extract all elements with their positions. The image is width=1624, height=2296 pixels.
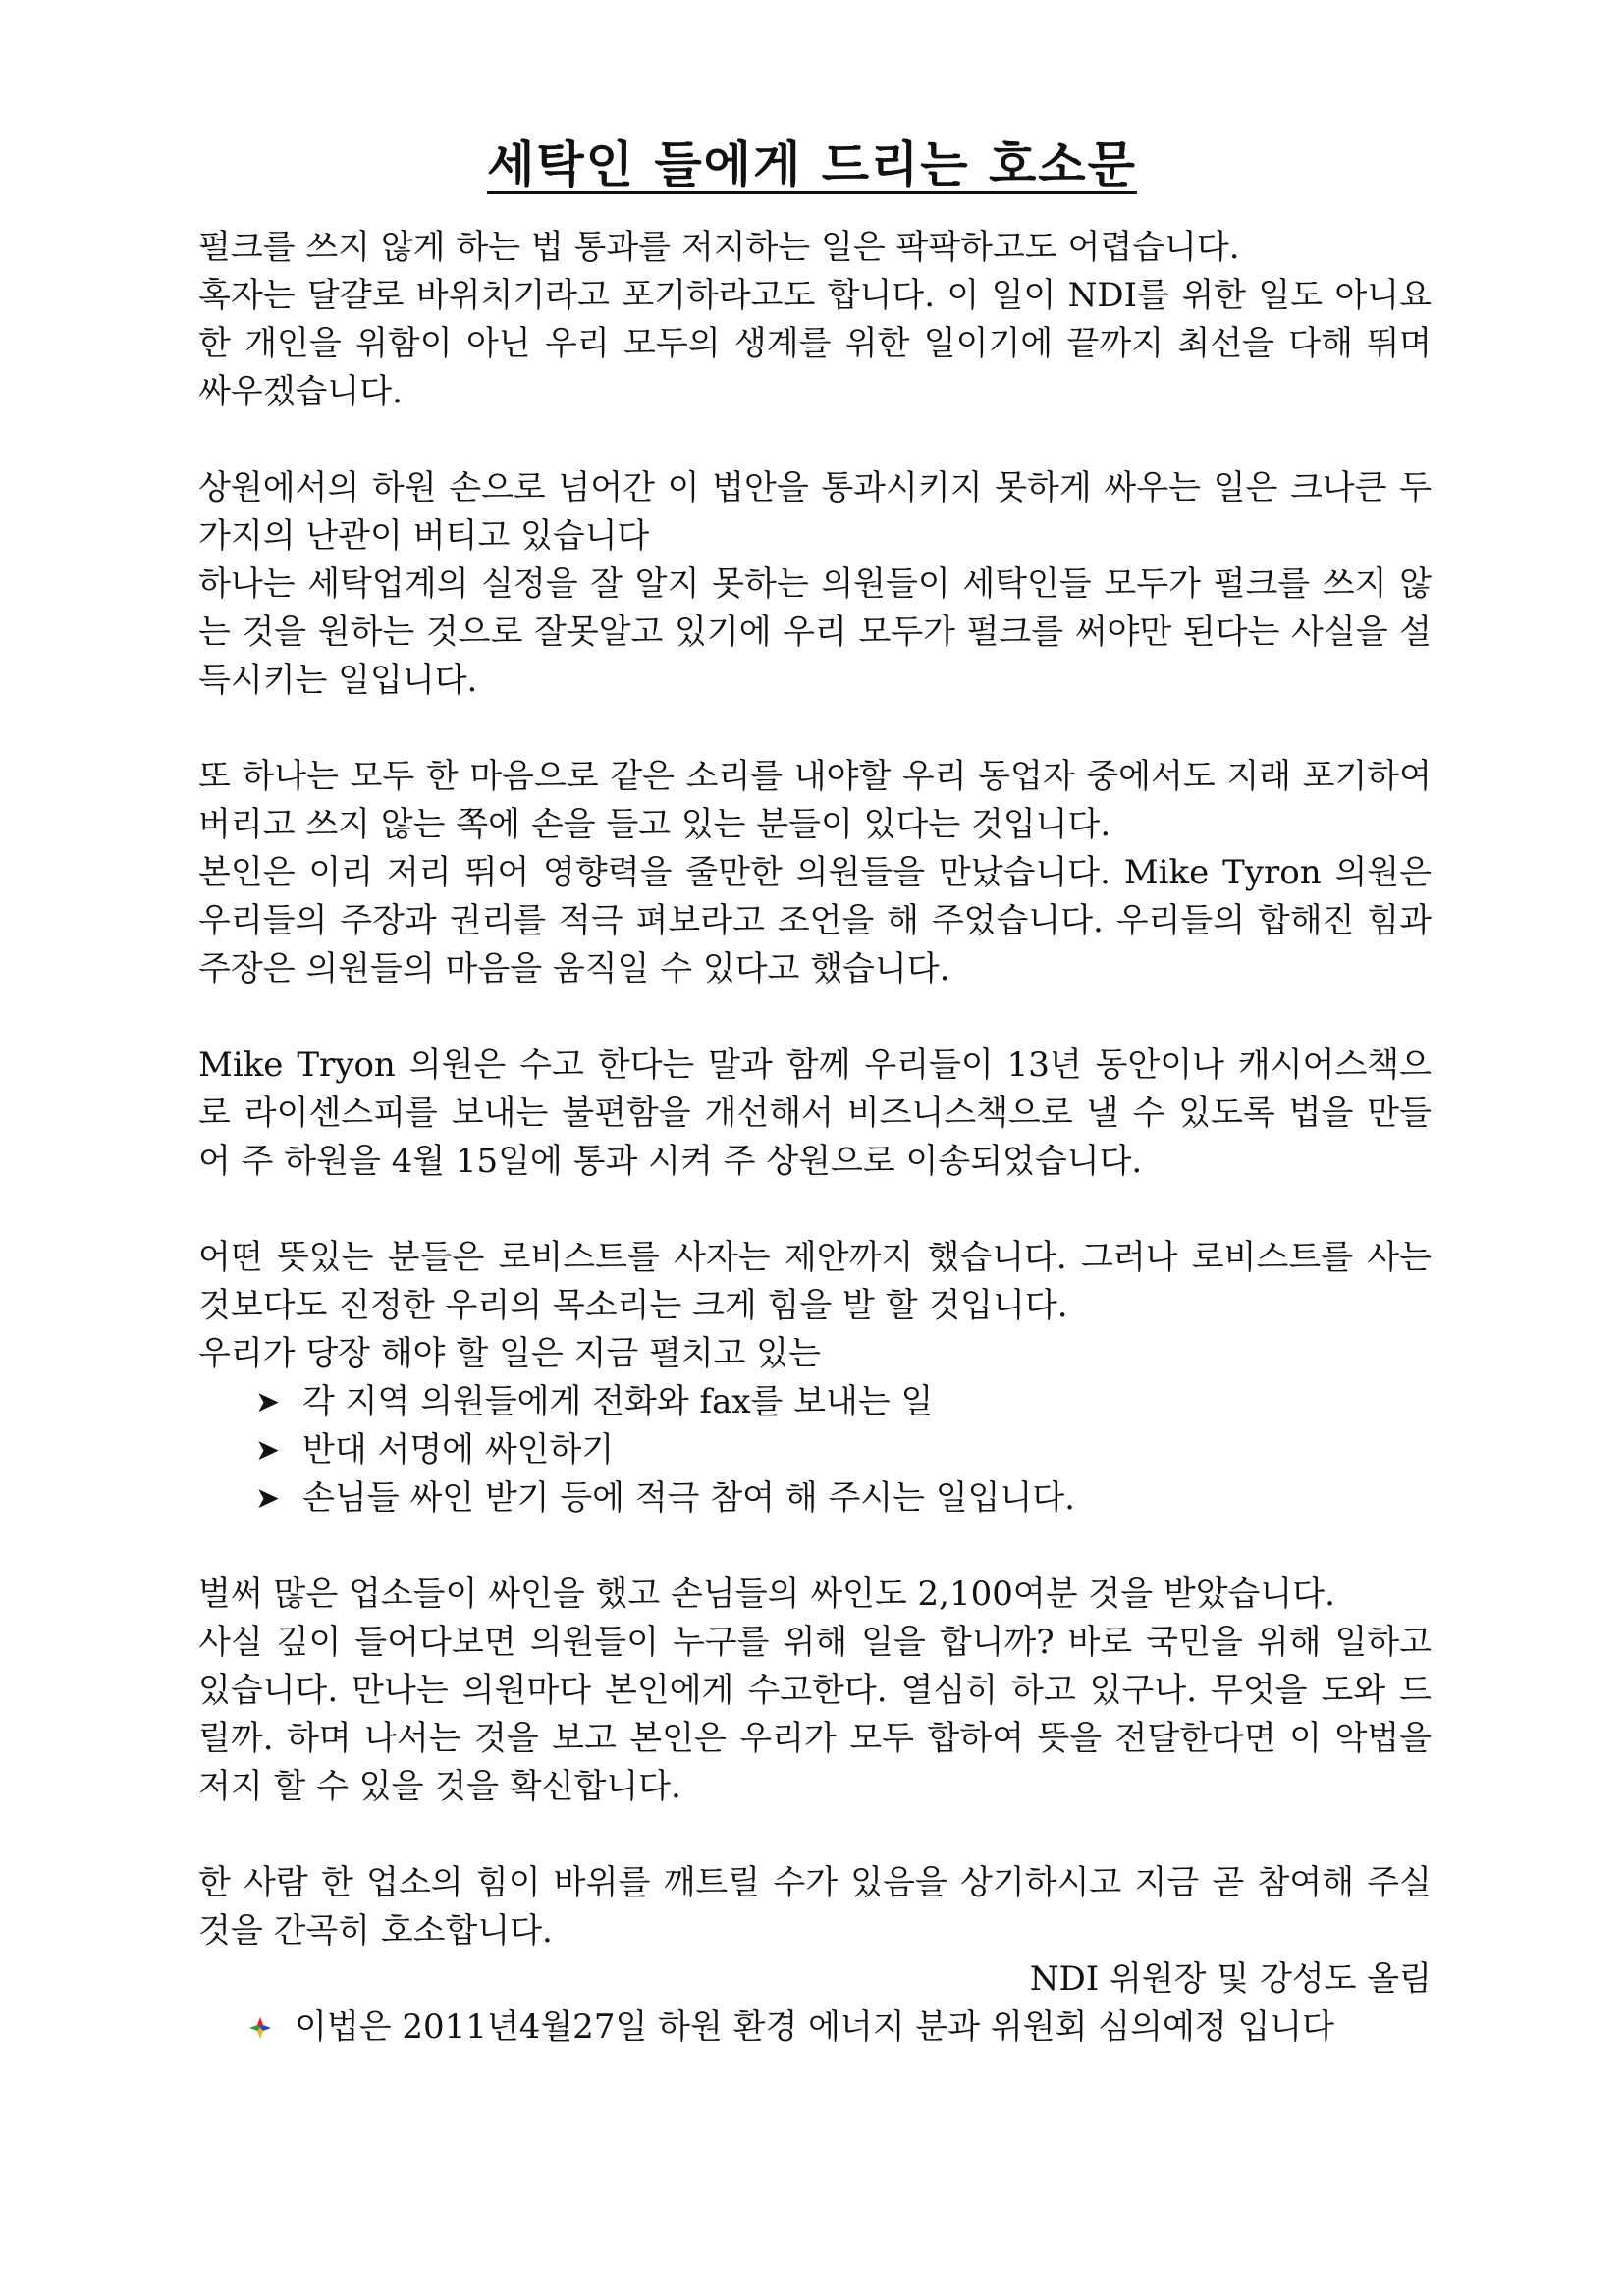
paragraph-line: 혹자는 달걀로 바위치기라고 포기하라고도 합니다. 이 일이 NDI를 위한 일도 아니요 한 개인을 위함이 아닌 우리 모두의 생계를 위한 일이기에 끝까지 최선을 다해 뛰며 싸우겠습니다.: [198, 276, 1432, 411]
paragraph-line: 또 하나는 모두 한 마음으로 같은 소리를 내야할 우리 동업자 중에서도 지래 포기하여 버리고 쓰지 않는 쪽에 손을 들고 있는 분들이 있다는 것입니다.: [198, 757, 1432, 844]
paragraph-line: 어떤 뜻있는 분들은 로비스트를 사자는 제안까지 했습니다. 그러나 로비스트를 사는 것보다도 진정한 우리의 목소리는 크게 힘을 발 할 것입니다.: [198, 1238, 1432, 1325]
footnote: [198, 2003, 1432, 2052]
paragraph-line: Mike Tryon 의원은 수고 한다는 말과 함께 우리들이 13년 동안이나 캐시어스책으로 라이센스피를 보내는 불편함을 개선해서 비즈니스책으로 낼 수 있도록 법을 만들어 주 하원을 4월 15일에 통과 시켜 주 상원으로 이송되었습니다.: [198, 1045, 1432, 1181]
paragraph-1: [198, 224, 1432, 416]
arrow-bullet-icon: ➤: [255, 1385, 281, 1419]
list-item-text: 손님들 싸인 받기 등에 적극 참여 해 주시는 일입니다.: [302, 1478, 1075, 1518]
paragraph-6: [198, 1571, 1432, 1811]
list-item: [255, 1426, 1432, 1474]
paragraph-line: 사실 깊이 들어다보면 의원들이 누구를 위해 일을 합니까? 바로 국민을 위해 일하고 있습니다. 만나는 의원마다 본인에게 수고한다. 열심히 하고 있구나. 무엇을 도와 드릴까. 하며 나서는 것을 보고 본인은 우리가 모두 합하여 뜻을 전달한다면 이 악법을 저지 할 수 있을 것을 확신합니다.: [198, 1623, 1432, 1806]
paragraph-5: [198, 1234, 1432, 1378]
arrow-bullet-icon: ➤: [255, 1481, 281, 1516]
paragraph-line: 한 사람 한 업소의 힘이 바위를 깨트릴 수가 있음을 상기하시고 지금 곧 참여해 주실 것을 간곡히 호소합니다.: [198, 1863, 1432, 1950]
arrow-bullet-icon: ➤: [255, 1433, 281, 1468]
paragraph-line: 본인은 이리 저리 뛰어 영향력을 줄만한 의원들을 만났습니다. Mike Tyron 의원은 우리들의 주장과 권리를 적극 펴보라고 조언을 해 주었습니다. 우리들의 합해진 힘과 주장은 의원들의 마음을 움직일 수 있다고 했습니다.: [198, 853, 1432, 988]
paragraph-line: 벌써 많은 업소들이 싸인을 했고 손님들의 싸인도 2,100여분 것을 받았습니다.: [198, 1575, 1335, 1614]
paragraph-4: [198, 1041, 1432, 1186]
list-item: [255, 1474, 1432, 1522]
signature: NDI 위원장 및 강성도 올림: [1029, 1959, 1432, 1999]
paragraph-line: 하나는 세탁업계의 실정을 잘 알지 못하는 의원들이 세탁인들 모두가 펄크를 쓰지 않는 것을 원하는 것으로 잘못알고 있기에 우리 모두가 펄크를 써야만 된다는 사실을 설득시키는 일입니다.: [198, 564, 1432, 700]
paragraph-line: 우리가 당장 해야 할 일은 지금 펼치고 있는: [198, 1334, 821, 1373]
list-item-text: 반대 서명에 싸인하기: [302, 1430, 615, 1469]
list-item-text: 각 지역 의원들에게 전화와 fax를 보내는 일: [302, 1382, 934, 1421]
paragraph-line: 상원에서의 하원 손으로 넘어간 이 법안을 통과시키지 못하게 싸우는 일은 크나큰 두 가지의 난관이 버티고 있습니다: [198, 468, 1432, 556]
page-title: 세탁인 들에게 드리는 호소문: [487, 135, 1137, 193]
footnote-text: 이법은 2011년4월27일 하원 환경 에너지 분과 위원회 심의예정 입니다: [295, 2007, 1334, 2047]
paragraph-3: [198, 753, 1432, 993]
paragraph-2: [198, 464, 1432, 705]
letter-body: [198, 224, 1432, 2052]
list-item: [255, 1378, 1432, 1426]
paragraph-line: 펄크를 쓰지 않게 하는 법 통과를 저지하는 일은 팍팍하고도 어렵습니다.: [198, 228, 1240, 267]
action-list: [198, 1378, 1432, 1522]
four-color-diamond-icon: [249, 2017, 271, 2039]
paragraph-7: [198, 1859, 1432, 1955]
